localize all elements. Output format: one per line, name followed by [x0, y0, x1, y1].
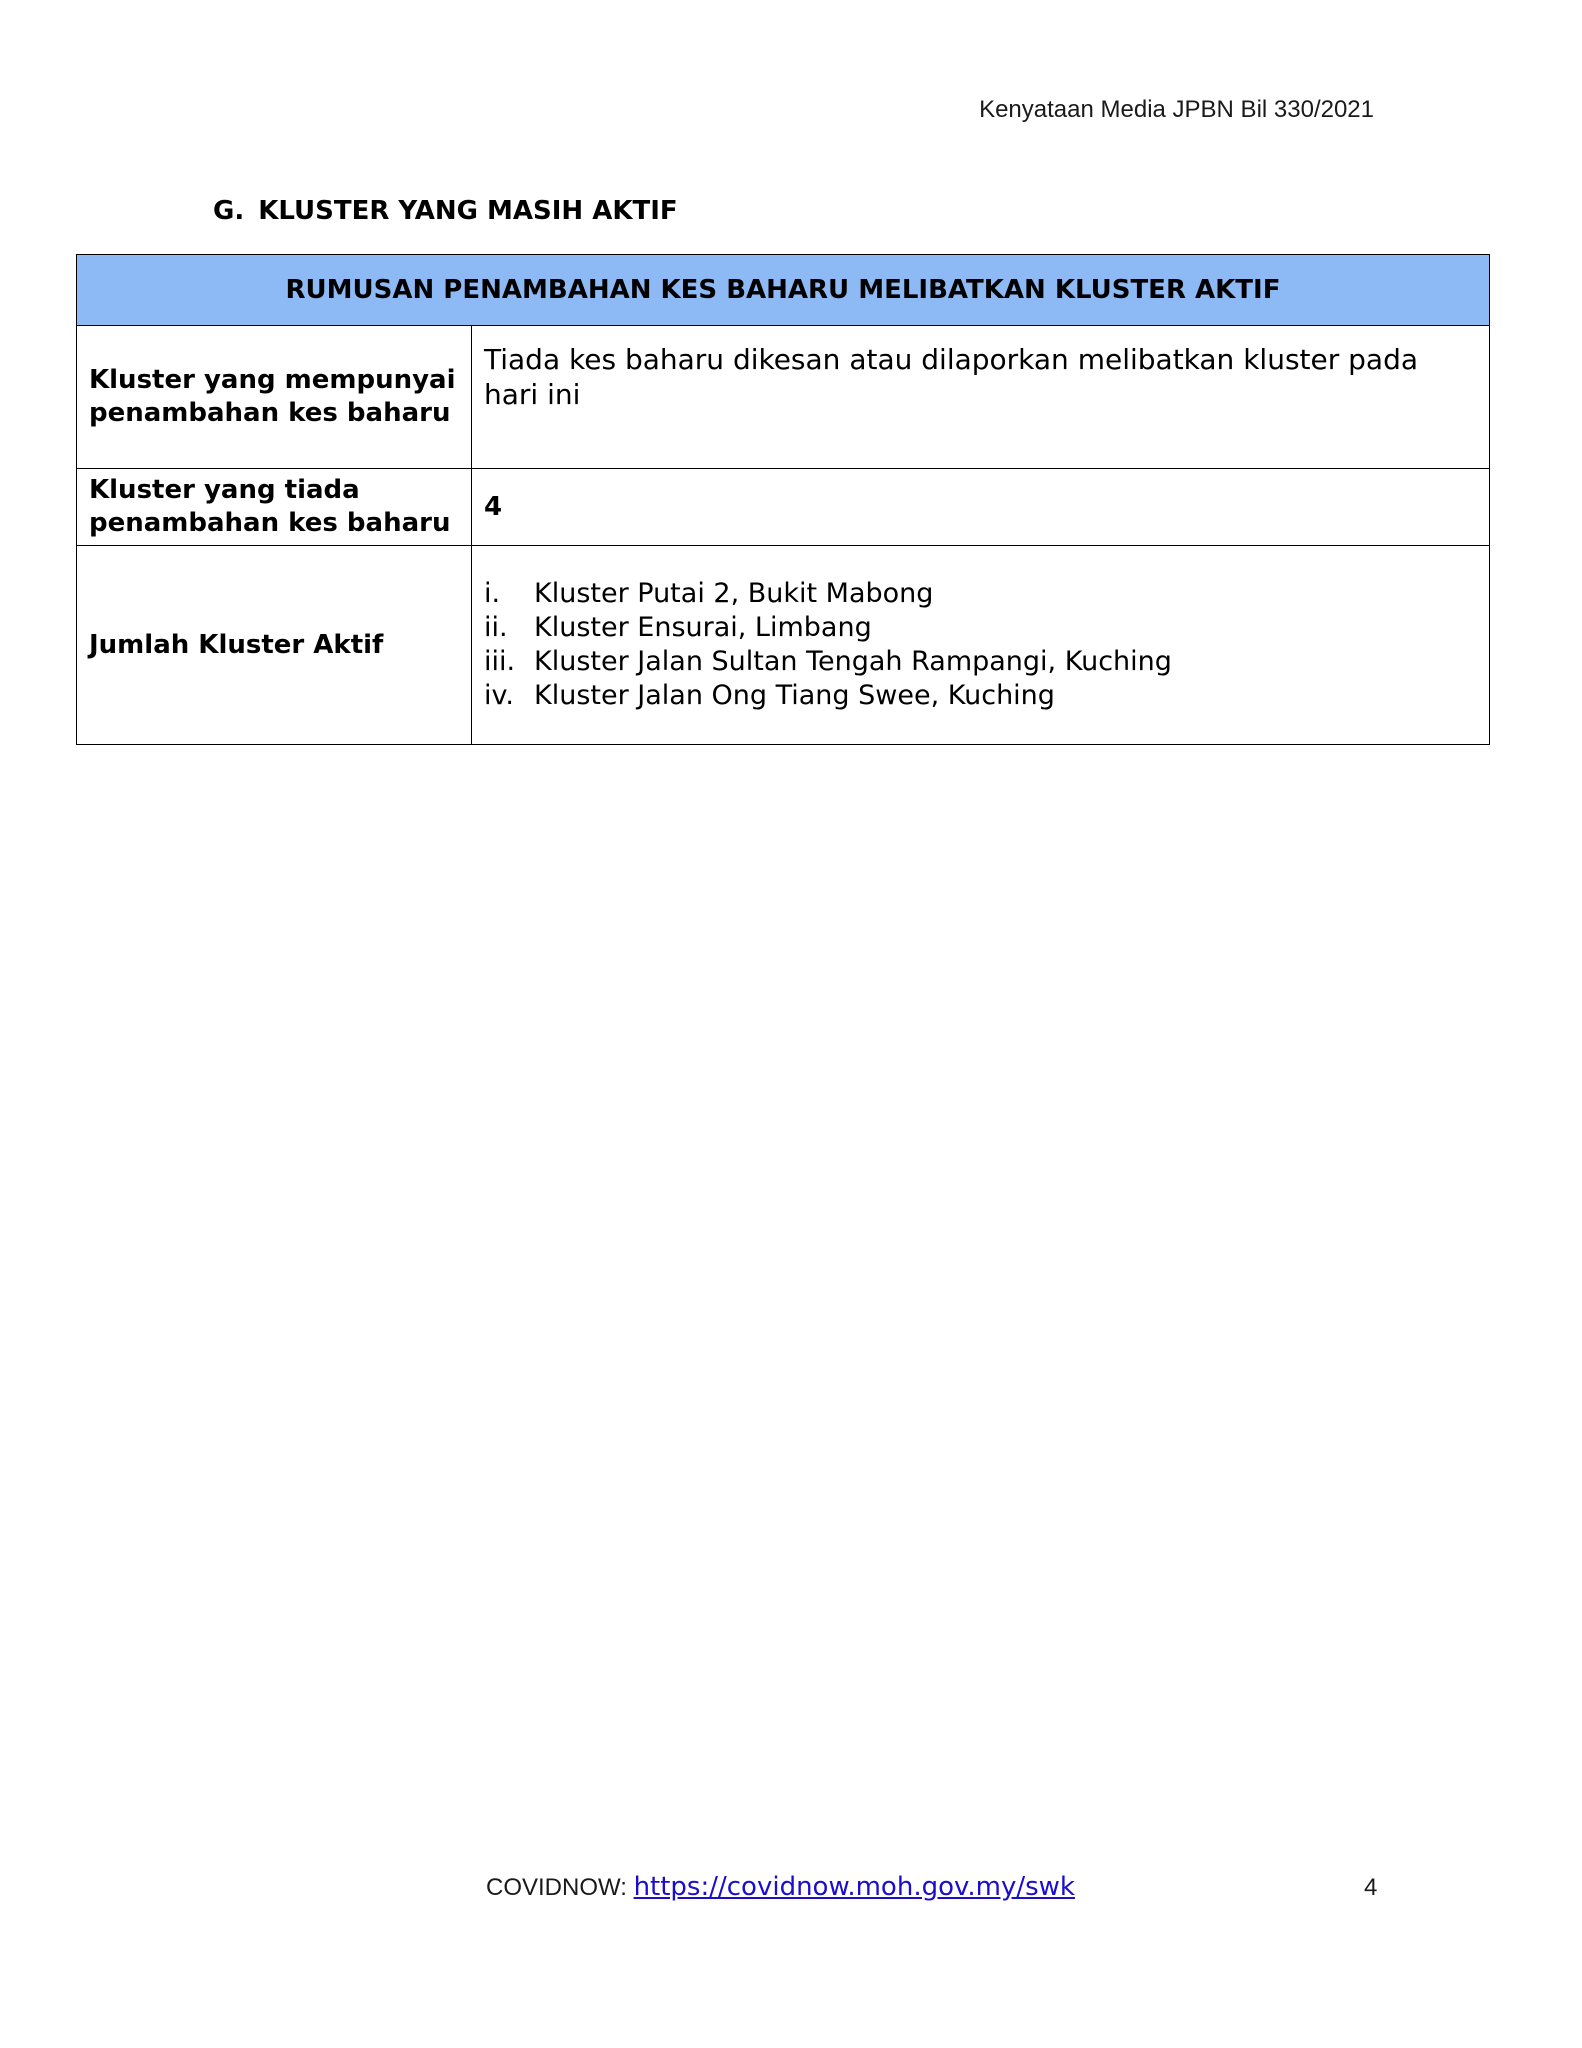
row-value	[472, 546, 1490, 745]
list-item-number: iv.	[484, 680, 514, 711]
table-row	[77, 469, 1490, 546]
list-item-text: Kluster Jalan Ong Tiang Swee, Kuching	[534, 680, 1055, 711]
list-item-number: iii.	[484, 646, 516, 677]
list-item-number: ii.	[484, 612, 508, 643]
list-item	[484, 577, 1477, 611]
list-item-text: Kluster Ensurai, Limbang	[534, 612, 872, 643]
active-cluster-list	[484, 577, 1477, 713]
section-title: KLUSTER YANG MASIH AKTIF	[258, 196, 678, 226]
document-reference: Kenyataan Media JPBN Bil 330/2021	[979, 96, 1374, 123]
row-label: Jumlah Kluster Aktif	[77, 546, 472, 745]
section-heading	[213, 196, 678, 226]
table-row	[77, 546, 1490, 745]
table-title: RUMUSAN PENAMBAHAN KES BAHARU MELIBATKAN KLUSTER AKTIF	[77, 255, 1490, 326]
footer	[486, 1872, 1075, 1902]
covidnow-link[interactable]: https://covidnow.moh.gov.my/swk	[633, 1872, 1075, 1902]
table-title-row	[77, 255, 1490, 326]
list-item	[484, 611, 1477, 645]
list-item-text: Kluster Putai 2, Bukit Mabong	[534, 578, 934, 609]
row-label: Kluster yang mempunyai penambahan kes baharu	[77, 326, 472, 469]
footer-prefix: COVIDNOW:	[486, 1874, 634, 1901]
list-item-text: Kluster Jalan Sultan Tengah Rampangi, Kuching	[534, 646, 1172, 677]
row-value: 4	[472, 469, 1490, 546]
page-number: 4	[1364, 1874, 1378, 1901]
row-value: Tiada kes baharu dikesan atau dilaporkan melibatkan kluster pada hari ini	[472, 326, 1490, 469]
list-item	[484, 645, 1477, 679]
row-label: Kluster yang tiada penambahan kes baharu	[77, 469, 472, 546]
table-row	[77, 326, 1490, 469]
cluster-summary-table	[76, 254, 1490, 745]
list-item	[484, 679, 1477, 713]
section-letter: G.	[213, 196, 245, 226]
list-item-number: i.	[484, 578, 501, 609]
